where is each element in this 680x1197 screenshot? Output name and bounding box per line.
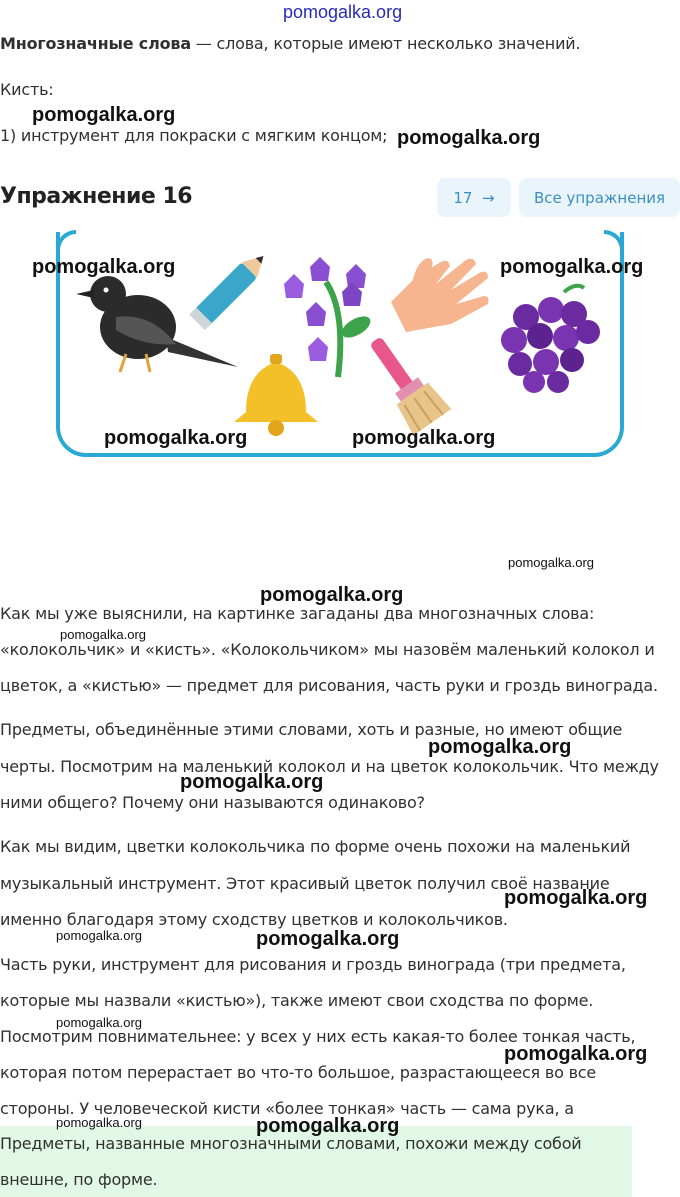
pencil-icon bbox=[189, 248, 271, 330]
paragraph-1-line-1: Как мы уже выяснили, на картинке загаданы два многозначных слова: bbox=[0, 604, 595, 623]
watermark: pomogalka.org bbox=[60, 627, 146, 642]
watermark: pomogalka.org bbox=[428, 736, 572, 758]
top-watermark-url: pomogalka.org bbox=[283, 2, 403, 22]
paragraph-3-line-1: Как мы видим, цветки колокольчика по форме очень похожи на маленький bbox=[0, 837, 631, 856]
example-word: Кисть: bbox=[0, 80, 54, 99]
watermark: pomogalka.org bbox=[504, 1043, 648, 1065]
paragraph-4-line-4: которая потом перерастает во что-то большое, разрастающееся во все bbox=[0, 1063, 597, 1082]
paragraph-4-line-2: которые мы назвали «кистью»), также имеют свои сходства по форме. bbox=[0, 991, 594, 1010]
hand-icon bbox=[391, 258, 489, 332]
watermark: pomogalka.org bbox=[32, 256, 176, 278]
conclusion-line-2: внешне, по форме. bbox=[0, 1170, 158, 1189]
example-meaning: 1) инструмент для покраски с мягким концом; bbox=[0, 126, 388, 145]
definition-line bbox=[0, 34, 580, 53]
watermark: pomogalka.org bbox=[504, 887, 648, 909]
watermark: pomogalka.org bbox=[56, 1115, 142, 1130]
grapes-icon bbox=[501, 286, 600, 393]
watermark: pomogalka.org bbox=[260, 584, 404, 606]
paragraph-2-line-2: черты. Посмотрим на маленький колокол и на цветок колокольчик. Что между bbox=[0, 757, 659, 776]
brush-icon bbox=[356, 327, 451, 435]
watermark: pomogalka.org bbox=[32, 104, 176, 126]
watermark: pomogalka.org bbox=[256, 928, 400, 950]
watermark: pomogalka.org bbox=[397, 127, 541, 149]
paragraph-4-line-5: стороны. У человеческой кисти «более тонкая» часть — сама рука, а bbox=[0, 1099, 574, 1118]
watermark: pomogalka.org bbox=[56, 928, 142, 943]
definition-rest: — слова, которые имеют несколько значений. bbox=[190, 34, 581, 53]
watermark: pomogalka.org bbox=[508, 555, 594, 570]
paragraph-1-line-3: цветок, а «кистью» — предмет для рисования, часть руки и гроздь винограда. bbox=[0, 676, 658, 695]
exercise-title: Упражнение 16 bbox=[0, 184, 193, 209]
paragraph-4-line-3: Посмотрим повнимательнее: у всех у них есть какая-то более тонкая часть, bbox=[0, 1027, 636, 1046]
bellflower-icon bbox=[284, 257, 374, 377]
next-exercise-button[interactable] bbox=[437, 178, 511, 217]
watermark: pomogalka.org bbox=[256, 1115, 400, 1137]
watermark: pomogalka.org bbox=[500, 256, 644, 278]
arrow-right-icon: → bbox=[482, 188, 495, 207]
paragraph-3-line-2: музыкальный инструмент. Этот красивый цветок получил своё название bbox=[0, 874, 610, 893]
watermark: pomogalka.org bbox=[56, 1015, 142, 1030]
paragraph-4-line-1: Часть руки, инструмент для рисования и гроздь винограда (три предмета, bbox=[0, 955, 626, 974]
watermark: pomogalka.org bbox=[352, 427, 496, 449]
all-exercises-button[interactable]: Все упражнения bbox=[519, 178, 680, 217]
paragraph-3-line-3: именно благодаря этому сходству цветков и колокольчиков. bbox=[0, 910, 508, 929]
next-exercise-label: 17 bbox=[453, 188, 473, 207]
watermark: pomogalka.org bbox=[180, 771, 324, 793]
conclusion-line-1: Предметы, названные многозначными словами, похожи между собой bbox=[0, 1134, 582, 1153]
bell-icon bbox=[234, 354, 318, 436]
paragraph-2-line-1: Предметы, объединённые этими словами, хоть и разные, но имеют общие bbox=[0, 720, 623, 739]
paragraph-1-line-2: «колокольчик» и «кисть». «Колокольчиком» мы назовём маленький колокол и bbox=[0, 640, 655, 659]
watermark: pomogalka.org bbox=[104, 427, 248, 449]
definition-term: Многозначные слова bbox=[0, 34, 191, 53]
paragraph-2-line-3: ними общего? Почему они называются одинаково? bbox=[0, 793, 425, 812]
